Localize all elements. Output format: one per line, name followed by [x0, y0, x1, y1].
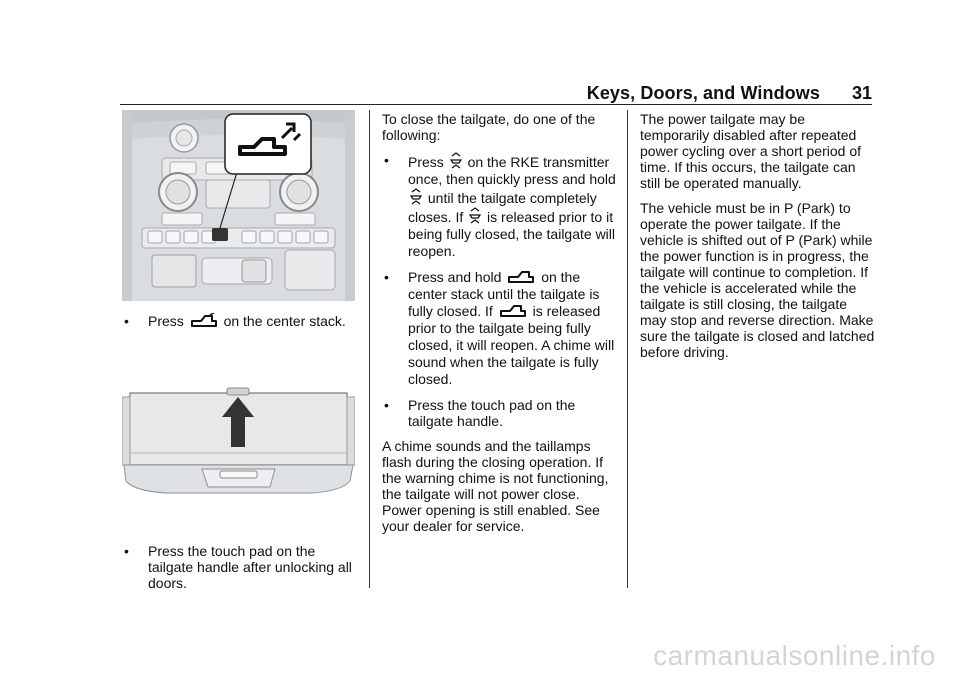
tailgate-figure [122, 383, 355, 503]
close-option-rke: • Press on the RKE transmitter once, then quickly press and hold until the tailgate completely closes. If is released prior to it being fully closed, the tailgate will reopen. [384, 152, 616, 259]
center-stack-figure [122, 110, 355, 301]
column-divider-1 [369, 110, 370, 588]
park-paragraph: The vehicle must be in P (Park) to operate the power tailgate. If the vehicle is shifted out of P (Park) while the power function is in progress, the tailgate will continue to completion. If the vehicle is accelerated while the tailgate is still closing, the tailgate may stop and reverse direction. Make sure the tailgate is closed and latched before driving. [640, 200, 875, 360]
rke-tailgate-icon [410, 188, 422, 206]
bullet-dot: • [384, 397, 389, 413]
chime-paragraph: A chime sounds and the taillamps flash during the closing operation. If the warning chime is not functioning, the tailgate will not power close. Power opening is still enabled. See your dealer for service. [382, 438, 609, 534]
tailgate-button-icon [507, 269, 535, 285]
bullet-dot: • [124, 313, 129, 329]
section-title: Keys, Doors, and Windows [586, 83, 820, 103]
col1-bullet2 [124, 543, 361, 600]
close-option-center-stack: • Press and hold on the center stack until the tailgate is fully closed. If is released prior to the tailgate being fully closed, it will reopen. A chime will sound when the tailgate is fully closed. [384, 269, 615, 387]
tailgate-button-icon [499, 303, 527, 319]
column-2 [382, 111, 620, 543]
disabled-paragraph: The power tailgate may be temporarily disabled after repeated power cycling over a short period of time. If this occurs, the tailgate can still be operated manually. [640, 111, 861, 191]
column-divider-2 [627, 110, 628, 588]
column-3 [640, 111, 876, 369]
bullet-text: Press the touch pad on the tailgate handle after unlocking all doors. [148, 543, 352, 591]
bullet-dot: • [384, 152, 389, 168]
page-number: 31 [851, 83, 872, 103]
bullet-dot: • [384, 269, 389, 285]
tailgate-button-icon [190, 313, 218, 329]
header-rule [120, 104, 872, 105]
close-option-touch-pad [382, 397, 620, 429]
intro-paragraph: To close the tailgate, do one of the following: [382, 111, 596, 143]
watermark: carmanualsonline.info [653, 640, 936, 671]
rke-tailgate-icon [450, 152, 462, 170]
bullet-dot: • [124, 543, 129, 559]
bullet-text: Press the touch pad on the tailgate handle. [408, 397, 576, 429]
center-stack-illustration [122, 110, 355, 301]
col1-bullet1: • Press on the center stack. [124, 313, 346, 329]
rke-tailgate-icon [469, 207, 481, 225]
tailgate-illustration [122, 383, 355, 503]
